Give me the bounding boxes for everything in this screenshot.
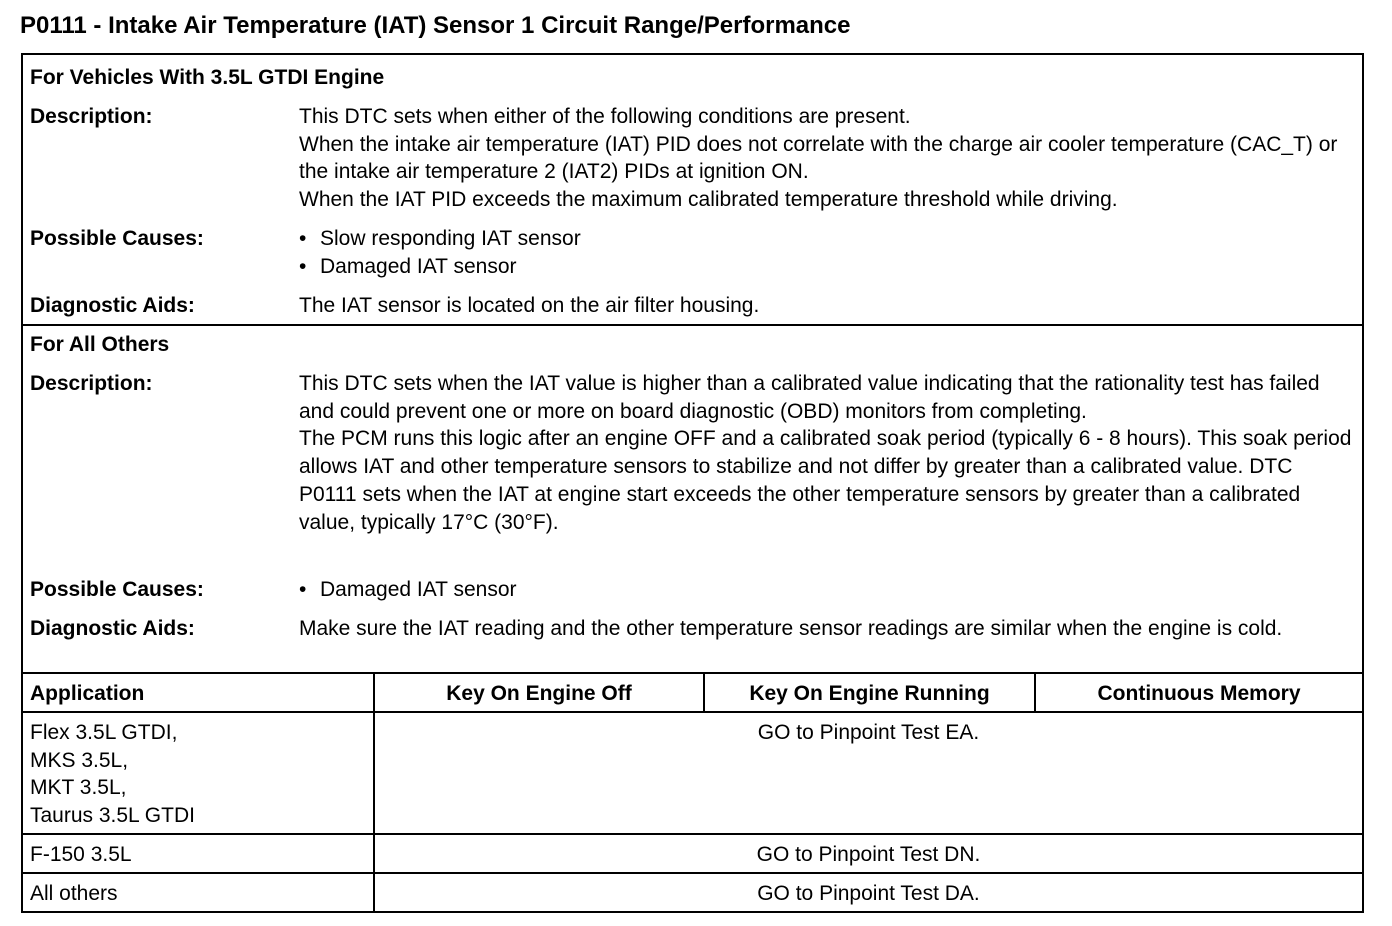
- header-continuous-memory: Continuous Memory: [1097, 682, 1301, 705]
- application-cell: [30, 719, 195, 830]
- causes-label: Possible Causes:: [30, 578, 204, 601]
- cause-text: Slow responding IAT sensor: [320, 227, 581, 250]
- application-line: Taurus 3.5L GTDI: [30, 804, 195, 828]
- page-title: P0111 - Intake Air Temperature (IAT) Sensor 1 Circuit Range/Performance: [20, 12, 851, 39]
- table-header-row: [23, 674, 1362, 713]
- application-line: Flex 3.5L GTDI,: [30, 721, 178, 744]
- application-cell: [30, 880, 118, 908]
- application-line: All others: [30, 882, 118, 905]
- dtc-table: [21, 53, 1364, 913]
- table-row: [23, 713, 1362, 835]
- application-line: F-150 3.5L: [30, 843, 132, 866]
- cause-item: [299, 225, 1354, 253]
- header-key-on-engine-off: Key On Engine Off: [446, 682, 632, 705]
- section-heading: For Vehicles With 3.5L GTDI Engine: [30, 66, 385, 89]
- section-heading: For All Others: [30, 333, 170, 356]
- application-cell: [30, 841, 132, 869]
- description-label: Description:: [30, 105, 153, 128]
- pinpoint-test-link: GO to Pinpoint Test DN.: [756, 843, 981, 866]
- description-line: When the IAT PID exceeds the maximum calibrated temperature threshold while driving.: [299, 188, 1118, 212]
- bullet-icon: •: [299, 578, 307, 601]
- bullet-icon: •: [299, 227, 307, 250]
- description-line: When the intake air temperature (IAT) PID does not correlate with the charge air cooler temperature (CAC_T) or the intake air temperature 2 (IAT2) PIDs at ignition ON.: [299, 132, 1338, 184]
- description-text: [299, 103, 1354, 214]
- description-label: Description:: [30, 372, 153, 395]
- header-application: Application: [30, 682, 145, 705]
- table-row: [23, 874, 1362, 911]
- section-gtdi: [23, 55, 1362, 326]
- causes-list: [299, 225, 1354, 280]
- aids-text: Make sure the IAT reading and the other temperature sensor readings are similar when the engine is cold.: [299, 617, 1283, 640]
- application-table: [23, 674, 1362, 911]
- header-key-on-engine-running: Key On Engine Running: [749, 682, 990, 705]
- bullet-icon: •: [299, 254, 307, 278]
- pinpoint-test-link: GO to Pinpoint Test EA.: [757, 721, 980, 744]
- application-line: MKS 3.5L,: [30, 748, 129, 772]
- description-line: The PCM runs this logic after an engine OFF and a calibrated soak period (typically 6 - 8 hours). This soak period allows IAT and other temperature sensors to stabilize and not differ by greater than a calibrated value. DTC P0111 sets when the IAT at engine start exceeds the other temperature sensors by greater than a calibrated value, typically 17°C (30°F).: [299, 427, 1352, 534]
- aids-label: Diagnostic Aids:: [30, 617, 195, 640]
- cause-item: [299, 253, 1354, 281]
- description-line: This DTC sets when either of the following conditions are present.: [299, 105, 911, 128]
- causes-label: Possible Causes:: [30, 227, 204, 250]
- pinpoint-test-link: GO to Pinpoint Test DA.: [757, 882, 980, 905]
- application-line: MKT 3.5L,: [30, 776, 127, 800]
- description-line: This DTC sets when the IAT value is higher than a calibrated value indicating that the rationality test has failed and could prevent one or more on board diagnostic (OBD) monitors from completing.: [299, 372, 1320, 423]
- causes-list: [299, 576, 1354, 604]
- aids-text: The IAT sensor is located on the air filter housing.: [299, 294, 760, 317]
- description-text: [299, 370, 1354, 536]
- aids-label: Diagnostic Aids:: [30, 294, 195, 317]
- cause-text: Damaged IAT sensor: [320, 578, 517, 601]
- cause-item: [299, 576, 1354, 604]
- table-row: [23, 835, 1362, 874]
- cause-text: Damaged IAT sensor: [320, 254, 517, 278]
- section-all-others: [23, 326, 1362, 674]
